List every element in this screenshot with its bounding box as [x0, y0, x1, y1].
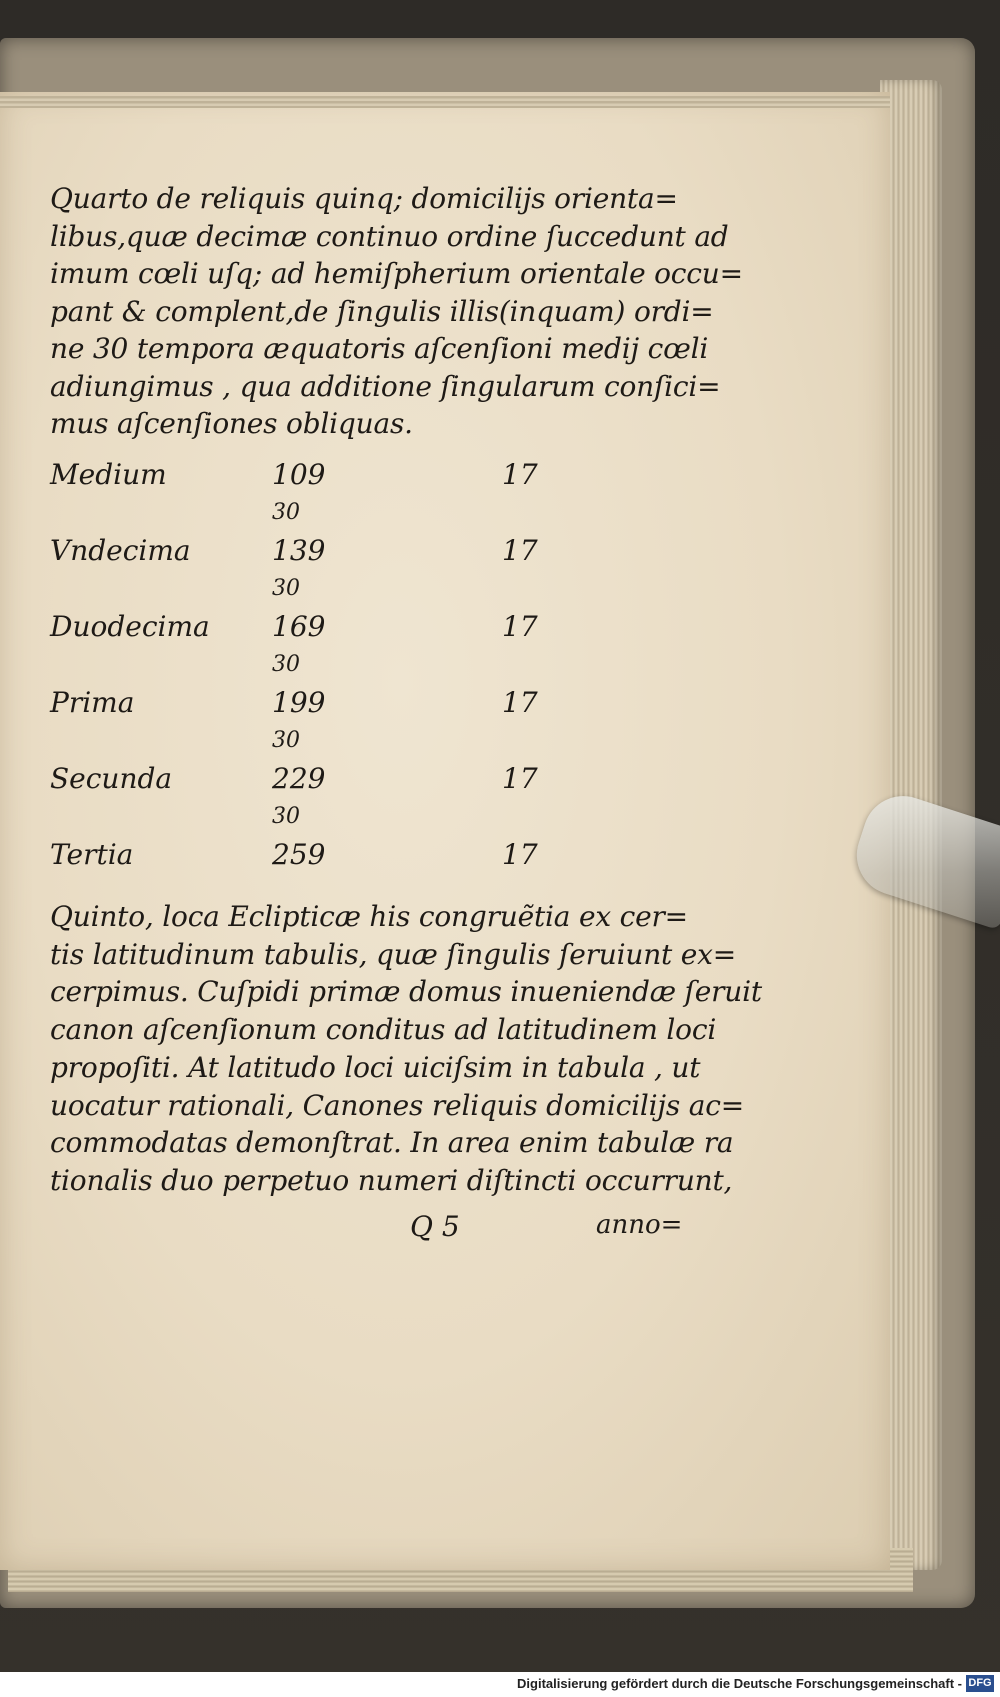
text-line: propoſiti. At latitudo loci uiciſsim in tabula , ut [50, 1050, 701, 1084]
table-row [50, 762, 650, 800]
minutes-value: 17 [502, 838, 538, 871]
degrees-value: 139 [272, 534, 326, 567]
text-line: adiungimus , qua additione ſingularum conſici= [50, 369, 721, 403]
text-line: pant & complent,de ſingulis illis(inquam) ordi= [50, 294, 714, 328]
text-line: tionalis duo perpetuo numeri diſtincti occurrunt, [50, 1163, 733, 1197]
text-line: mus aſcenſiones obliquas. [50, 407, 413, 440]
text-line: Quarto de reliquis quinq; domicilijs orienta= [50, 182, 678, 215]
minutes-value: 17 [502, 686, 538, 719]
degrees-value: 109 [272, 458, 326, 491]
catchword: anno= [596, 1210, 683, 1240]
dfg-logo: DFG [966, 1675, 994, 1692]
footer-credit: Digitalisierung gefördert durch die Deutsche Forschungsgemeinschaft - [517, 1676, 962, 1691]
paragraph-1 [50, 180, 743, 443]
table-row [50, 610, 650, 648]
text-line: ne 30 tempora æquatoris aſcenſioni medij cœli [50, 332, 709, 365]
degrees-value: 169 [272, 610, 326, 643]
increment-value: 30 [272, 500, 300, 525]
text-line: Quinto, loca Eclipticæ his congruẽtia ex cer= [50, 900, 688, 933]
increment-value: 30 [272, 804, 300, 829]
text-line: commodatas demonſtrat. In area enim tabulæ ra [50, 1126, 734, 1160]
text-line: canon aſcenſionum conditus ad latitudinem loci [50, 1013, 717, 1047]
text-line: cerpimus. Cuſpidi primæ domus inueniendæ ſeruit [50, 975, 762, 1009]
table-row [50, 534, 650, 572]
house-name: Prima [50, 686, 135, 719]
table-row [50, 686, 650, 724]
minutes-value: 17 [502, 458, 538, 491]
house-name: Medium [50, 458, 167, 491]
minutes-value: 17 [502, 762, 538, 795]
increment-value: 30 [272, 728, 300, 753]
table-row [50, 458, 650, 496]
minutes-value: 17 [502, 534, 538, 567]
house-name: Tertia [50, 838, 134, 871]
increment-row [50, 724, 650, 762]
degrees-value: 229 [272, 762, 326, 795]
increment-value: 30 [272, 576, 300, 601]
table-row [50, 838, 650, 876]
text-line: imum cœli uſq; ad hemiſpherium orientale occu= [50, 257, 743, 290]
text-line: uocatur rationali, Canones reliquis domicilijs ac= [50, 1088, 744, 1122]
ascension-table [50, 458, 650, 876]
house-name: Duodecima [50, 610, 210, 643]
text-line: libus,quæ decimæ continuo ordine ſuccedunt ad [50, 219, 729, 253]
house-name: Vndecima [50, 534, 191, 567]
increment-row [50, 496, 650, 534]
degrees-value: 259 [272, 838, 326, 871]
minutes-value: 17 [502, 610, 538, 643]
degrees-value: 199 [272, 686, 326, 719]
increment-row [50, 572, 650, 610]
house-name: Secunda [50, 762, 173, 795]
paragraph-2 [50, 898, 762, 1200]
signature-mark: Q 5 [410, 1210, 460, 1243]
increment-row [50, 648, 650, 686]
text-line: tis latitudinum tabulis, quæ ſingulis ſeruiunt ex= [50, 937, 737, 971]
increment-value: 30 [272, 652, 300, 677]
increment-row [50, 800, 650, 838]
footer-bar [0, 1672, 1000, 1697]
page-top-edge [0, 96, 890, 108]
